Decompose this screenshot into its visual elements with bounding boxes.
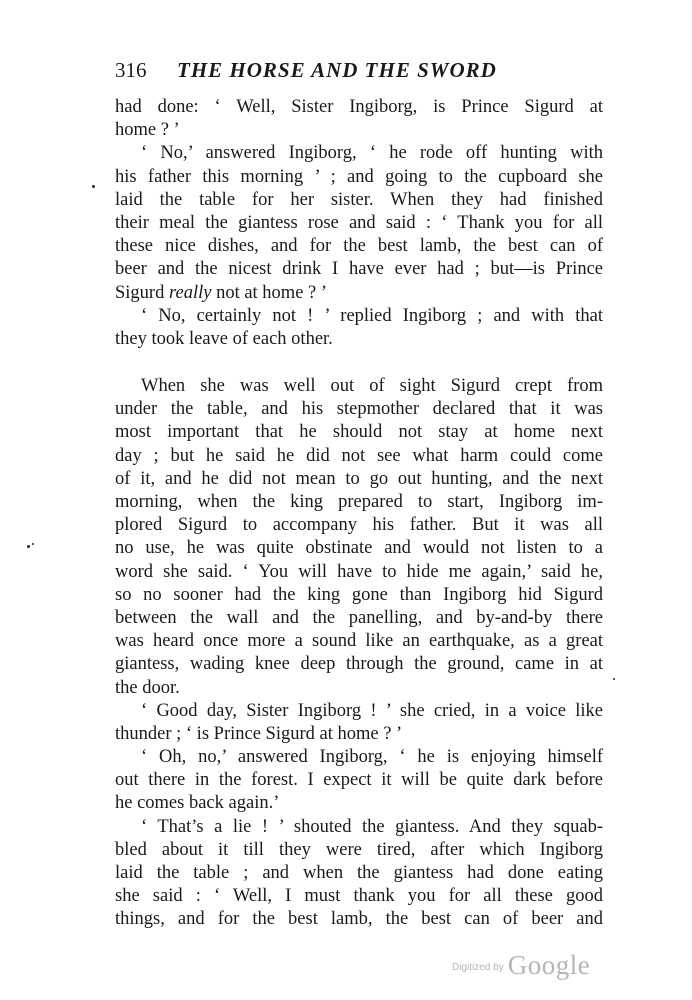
text-line: his father this morning ’ ; and going to the cupboard she: [115, 166, 603, 187]
page-number: 316: [115, 58, 147, 82]
text-line: the door.: [115, 677, 180, 698]
text-segment: Sigurd: [115, 282, 169, 303]
text-line: home ? ’: [115, 120, 180, 141]
scan-speck: [613, 678, 615, 680]
watermark-brand: Google: [507, 950, 591, 980]
text-line: no use, he was quite obstinate and would not listen to a: [115, 538, 603, 559]
text-line: out there in the forest. I expect it will be quite dark before: [115, 770, 603, 791]
text-line: under the table, and his stepmother declared that it was: [115, 399, 603, 420]
text-line: was heard once more a sound like an earthquake, as a great: [115, 631, 603, 652]
text-line: their meal the giantess rose and said : ‘ Thank you for all: [115, 212, 603, 233]
text-line: laid the table for her sister. When they had finished: [115, 189, 603, 210]
page-header: [115, 58, 605, 86]
text-line: he comes back again.’: [115, 793, 280, 814]
scan-speck: [27, 545, 30, 548]
scan-speck: [92, 185, 95, 188]
text-line: thunder ; ‘ is Prince Sigurd at home ? ’: [115, 723, 403, 744]
text-line: day ; but he said he did not see what harm could come: [115, 445, 603, 466]
scan-speck: [32, 543, 34, 545]
text-line: things, and for the best lamb, the best can of beer and: [115, 909, 603, 930]
text-line: plored Sigurd to accompany his father. But it was all: [115, 515, 603, 536]
text-line: she said : ‘ Well, I must thank you for all these good: [115, 886, 603, 907]
text-line: [115, 282, 603, 305]
text-line: so no sooner had the king gone than Ingiborg hid Sigurd: [115, 584, 603, 605]
text-line: ‘ No,’ answered Ingiborg, ‘ he rode off hunting with: [141, 143, 603, 164]
text-line: giantess, wading knee deep through the ground, came in at: [115, 654, 603, 675]
text-line: most important that he should not stay at home next: [115, 422, 603, 443]
text-line: between the wall and the panelling, and by-and-by there: [115, 607, 603, 628]
text-line: When she was well out of sight Sigurd crept from: [141, 376, 603, 397]
text-line: word she said. ‘ You will have to hide me again,’ said he,: [115, 561, 603, 582]
text-line: ‘ That’s a lie ! ’ shouted the giantess. And they squab-: [141, 816, 603, 837]
text-line: ‘ No, certainly not ! ’ replied Ingiborg ; and with that: [141, 305, 603, 326]
text-line: they took leave of each other.: [115, 328, 333, 349]
text-line: ‘ Good day, Sister Ingiborg ! ’ she cried, in a voice like: [141, 700, 603, 721]
text-line: had done: ‘ Well, Sister Ingiborg, is Prince Sigurd at: [115, 97, 603, 117]
text-line: morning, when the king prepared to start, Ingiborg im-: [115, 492, 603, 512]
watermark-prefix: Digitized by: [452, 962, 504, 973]
text-line: beer and the nicest drink I have ever had ; but—is Prince: [115, 259, 603, 280]
digitized-watermark: [452, 950, 590, 981]
body-text: [115, 96, 603, 932]
text-line: bled about it till they were tired, after which Ingiborg: [115, 839, 603, 860]
text-line: ‘ Oh, no,’ answered Ingiborg, ‘ he is enjoying himself: [141, 747, 603, 768]
text-segment: not at home ? ’: [211, 282, 328, 303]
running-title: THE HORSE AND THE SWORD: [177, 58, 497, 82]
text-line: these nice dishes, and for the best lamb, the best can of: [115, 236, 603, 257]
text-line: of it, and he did not mean to go out hunting, and the next: [115, 468, 603, 489]
emphasis-text: really: [168, 282, 212, 303]
text-line: laid the table ; and when the giantess had done eating: [115, 863, 603, 883]
